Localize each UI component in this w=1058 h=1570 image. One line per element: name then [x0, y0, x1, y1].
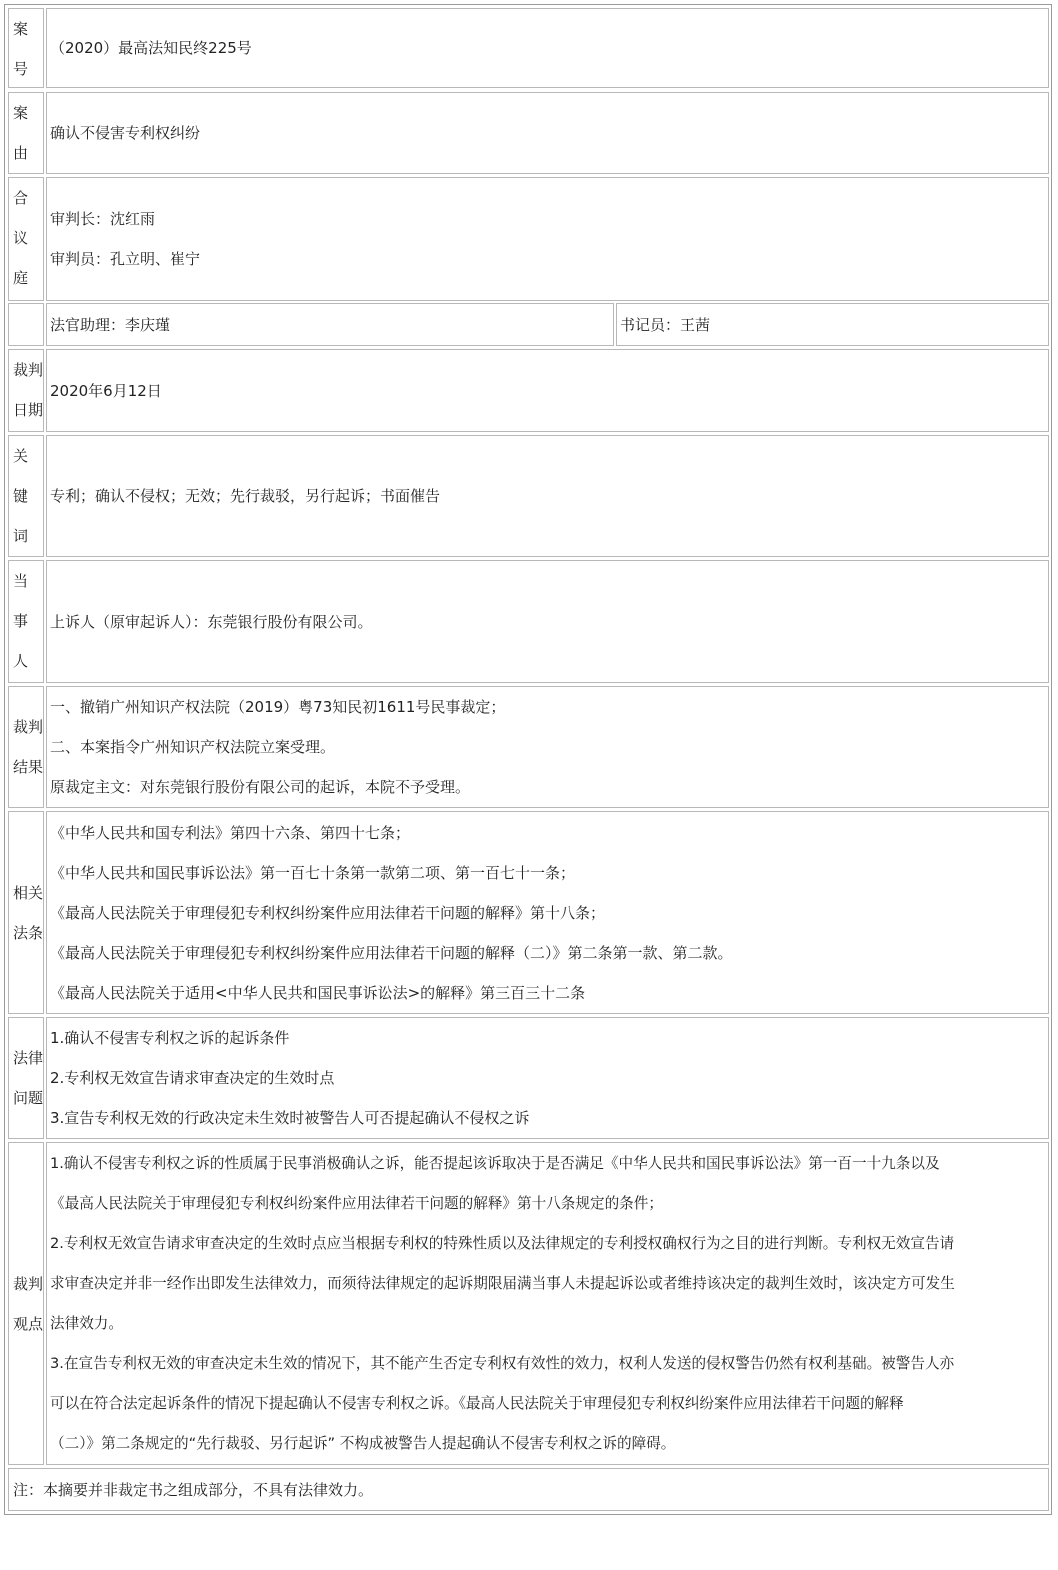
assistants-empty-label: [8, 303, 44, 346]
law-line: 《最高人民法院关于审理侵犯专利权纠纷案件应用法律若干问题的解释》第十八条；: [50, 903, 606, 922]
disclaimer-note-cell: [8, 1468, 1049, 1511]
parties-label: 当 事 人: [8, 560, 44, 683]
laws-value-cell: [46, 811, 1049, 1014]
judgment-date-value: 2020年6月12日: [50, 381, 162, 400]
panel-chief-judge: 审判长：沈红雨: [50, 210, 156, 228]
keywords-value-cell: [46, 435, 1049, 557]
issue-line: 3.宣告专利权无效的行政决定未生效时被警告人可否提起确认不侵权之诉: [50, 1109, 530, 1127]
panel-judges: 审判员：孔立明、崔宁: [50, 250, 201, 268]
result-line: 原裁定主文：对东莞银行股份有限公司的起诉，本院不予受理。: [50, 778, 471, 796]
law-line: 《最高人民法院关于审理侵犯专利权纠纷案件应用法律若干问题的解释（二）》第二条第一款、第二款。: [50, 943, 733, 962]
opinion-line: 《最高人民法院关于审理侵犯专利权纠纷案件应用法律若干问题的解释》第十八条规定的条件；: [50, 1194, 663, 1212]
opinion-label: 裁判 观点: [8, 1142, 44, 1465]
clerk-assistant: 法官助理：李庆瑾: [50, 315, 171, 334]
result-line: 二、本案指令广州知识产权法院立案受理。: [50, 738, 336, 756]
issue-line: 1.确认不侵害专利权之诉的起诉条件: [50, 1029, 290, 1047]
case-number-value-cell: [46, 8, 1049, 88]
case-number-value: （2020）最高法知民终225号: [50, 39, 252, 57]
clerk-assistant-cell: [46, 303, 614, 346]
panel-label: 合 议 庭: [8, 177, 44, 301]
result-value-cell: [46, 686, 1049, 808]
judgment-date-value-cell: [46, 349, 1049, 432]
judgment-date-label: 裁判 日期: [8, 349, 44, 432]
recorder-cell: [616, 303, 1049, 346]
keywords-value: 专利；确认不侵权；无效；先行裁驳，另行起诉；书面催告: [50, 487, 441, 505]
cause-value-cell: [46, 92, 1049, 174]
recorder: 书记员：王茜: [620, 315, 711, 334]
opinion-line: 求审查决定并非一经作出即发生法律效力，而须待法律规定的起诉期限届满当事人未提起诉讼或者维持该决定的裁判生效时，该决定方可发生: [50, 1274, 955, 1292]
parties-value: 上诉人（原审起诉人）：东莞银行股份有限公司。: [50, 612, 373, 631]
opinion-value-cell: [46, 1142, 1049, 1465]
issues-label: 法律 问题: [8, 1017, 44, 1139]
parties-value-cell: [46, 560, 1049, 683]
issues-value-cell: [46, 1017, 1049, 1139]
opinion-line: 1.确认不侵害专利权之诉的性质属于民事消极确认之诉，能否提起该诉取决于是否满足《中华人民共和国民事诉讼法》第一百一十九条以及: [50, 1154, 940, 1172]
panel-value-cell: [46, 177, 1049, 301]
opinion-line: 2.专利权无效宣告请求审查决定的生效时点应当根据专利权的特殊性质以及法律规定的专利授权确权行为之目的进行判断。专利权无效宣告请: [50, 1234, 955, 1252]
keywords-label: 关 键 词: [8, 435, 44, 557]
issue-line: 2.专利权无效宣告请求审查决定的生效时点: [50, 1069, 335, 1087]
opinion-line: 3.在宣告专利权无效的审查决定未生效的情况下，其不能产生否定专利权有效性的效力，权利人发送的侵权警告仍然有权利基础。被警告人亦: [50, 1354, 955, 1372]
law-line: 《最高人民法院关于适用<中华人民共和国民事诉讼法>的解释》第三百三十二条: [50, 983, 586, 1002]
case-number-label: 案 号: [8, 8, 44, 88]
opinion-line: 可以在符合法定起诉条件的情况下提起确认不侵害专利权之诉。《最高人民法院关于审理侵犯专利权纠纷案件应用法律若干问题的解释: [50, 1394, 904, 1412]
law-line: 《中华人民共和国民事诉讼法》第一百七十条第一款第二项、第一百七十一条；: [50, 863, 576, 882]
result-label: 裁判 结果: [8, 686, 44, 808]
law-line: 《中华人民共和国专利法》第四十六条、第四十七条；: [50, 823, 411, 842]
laws-label: 相关 法条: [8, 811, 44, 1014]
result-line: 一、撤销广州知识产权法院（2019）粤73知民初1611号民事裁定；: [50, 698, 506, 716]
opinion-line: （二）》第二条规定的“先行裁驳、另行起诉” 不构成被警告人提起确认不侵害专利权之诉的障碍。: [50, 1434, 676, 1452]
cause-value: 确认不侵害专利权纠纷: [50, 124, 201, 142]
disclaimer-note: 注：本摘要并非裁定书之组成部分，不具有法律效力。: [13, 1480, 374, 1499]
opinion-line: 法律效力。: [50, 1314, 123, 1332]
cause-label: 案 由: [8, 92, 44, 174]
